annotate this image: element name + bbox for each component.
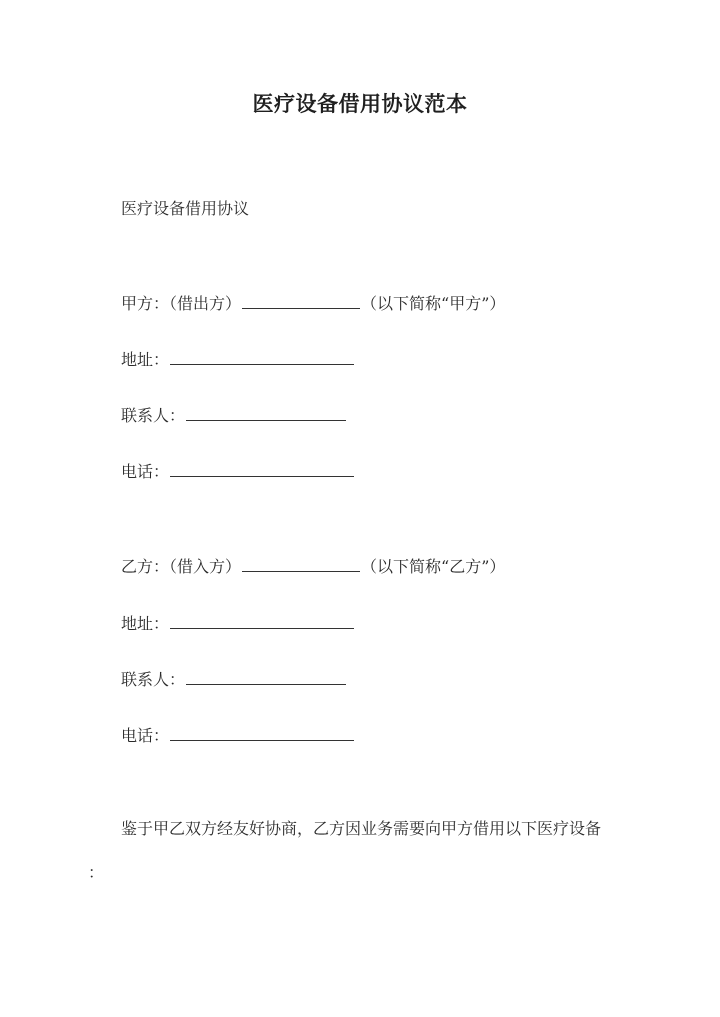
party-b-address-blank [170, 612, 354, 629]
party-b-address-label: 地址： [121, 614, 170, 633]
party-a-line [121, 292, 505, 315]
party-a-address-label: 地址： [121, 350, 170, 369]
document-title: 医疗设备借用协议范本 [252, 91, 468, 116]
party-a-contact-blank [186, 404, 346, 421]
intro-continuation-colon: ： [88, 863, 105, 882]
party-a-address-blank [170, 348, 354, 365]
party-a-suffix: （以下简称“甲方”） [361, 294, 506, 313]
party-b-phone-label: 电话： [121, 726, 170, 745]
party-b-contact-blank [186, 668, 346, 685]
party-a-label: 甲方：（借出方） [121, 294, 242, 313]
party-b-label: 乙方：（借入方） [121, 557, 242, 576]
party-b-suffix: （以下简称“乙方”） [361, 557, 506, 576]
party-b-contact-line [121, 668, 347, 691]
party-a-phone-label: 电话： [121, 462, 170, 481]
agreement-heading: 医疗设备借用协议 [121, 199, 250, 218]
intro-paragraph: 鉴于甲乙双方经友好协商，乙方因业务需要向甲方借用以下医疗设备 [121, 819, 602, 838]
party-b-contact-label: 联系人： [121, 670, 186, 689]
party-a-name-blank [242, 292, 360, 309]
party-b-phone-blank [170, 724, 354, 741]
party-b-name-blank [242, 555, 360, 572]
party-a-phone-line [121, 460, 355, 483]
party-b-phone-line [121, 724, 355, 747]
party-b-address-line [121, 612, 355, 635]
party-a-contact-label: 联系人： [121, 406, 186, 425]
party-a-phone-blank [170, 460, 354, 477]
party-b-line [121, 555, 505, 578]
party-a-address-line [121, 348, 355, 371]
party-a-contact-line [121, 404, 347, 427]
